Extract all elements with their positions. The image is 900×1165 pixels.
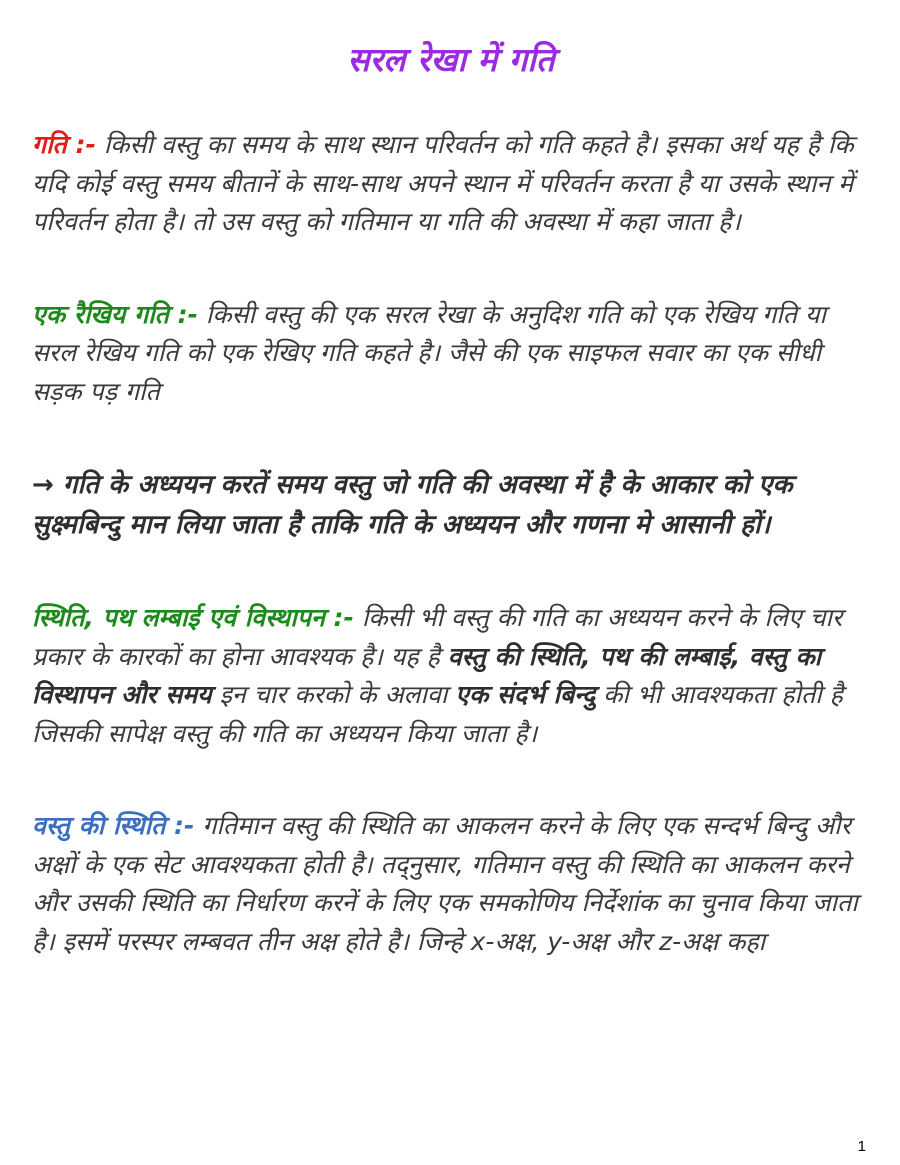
bold-reference-point: एक संदर्भ बिन्दु bbox=[455, 680, 596, 709]
text-object-position: गतिमान वस्तु की स्थिति का आकलन करने के लिए एक सन्दर्भ बिन्दु और अक्षों के एक सेट आवश्यकता होती है। तद्नुसार, गतिमान वस्तु की स्थिति का आकलन करने और उसकी स्थिति का निर्धारण करनें के लिए एक समकोणिय निर्देशांक का चुनाव किया जाता है। इसमें परस्पर लम्बवत तीन अक्ष होते है। जिन्हे x-अक्ष, y-अक्ष और z-अक्ष कहा bbox=[32, 811, 858, 956]
paragraph-object-position bbox=[32, 807, 870, 961]
heading-object-position: वस्तु की स्थिति :- bbox=[32, 811, 195, 840]
paragraph-linear-motion bbox=[32, 296, 870, 412]
text-linear-motion: किसी वस्तु की एक सरल रेखा के अनुदिश गति को एक रेखिय गति या सरल रेखिय गति को एक रेखिए गति कहते है। जैसे की एक साइफल सवार का एक सीधी सड़क पड़ गति bbox=[32, 299, 826, 406]
text-position-path-3: की भी आवश्यकता होती है जिसकी सापेक्ष वस्तु की गति का अध्ययन किया जाता है। bbox=[32, 680, 843, 748]
text-position-path-1: किसी भी वस्तु की गति का अध्ययन करने के लिए चार प्रकार के कारकों का होना आवश्यक है। यह है bbox=[32, 603, 843, 671]
paragraph-motion bbox=[32, 126, 870, 242]
heading-position-path: स्थिति, पथ लम्बाई एवं विस्थापन :- bbox=[32, 603, 354, 632]
bold-factors: वस्तु की स्थिति, पथ की लम्बाई, वस्तु का विस्थापन और समय bbox=[32, 641, 822, 709]
heading-linear-motion: एक रैखिय गति :- bbox=[32, 299, 198, 329]
page-number: 1 bbox=[857, 1138, 866, 1155]
text-position-path-2: इन चार करको के अलावा bbox=[211, 680, 456, 709]
paragraph-position-path bbox=[32, 599, 870, 753]
page-title: सरल रेखा में गति bbox=[347, 40, 555, 79]
text-motion: किसी वस्तु का समय के साथ स्थान परिवर्तन को गति कहते है। इसका अर्थ यह है कि यदि कोई वस्तु समय बीतानें के साथ-साथ अपने स्थान में परिवर्तन करता है या उसके स्थान में परिवर्तन होता है। तो उस वस्तु को गतिमान या गति की अवस्था में कहा जाता है। bbox=[32, 130, 854, 236]
heading-motion: गति :- bbox=[32, 130, 96, 159]
paragraph-point-object: → गति के अध्ययन करतें समय वस्तु जो गति की अवस्था में है के आकार को एक सुक्ष्मबिन्दु मान लिया जाता है ताकि गति के अध्ययन और गणना मे आसानी हों। bbox=[32, 470, 793, 540]
